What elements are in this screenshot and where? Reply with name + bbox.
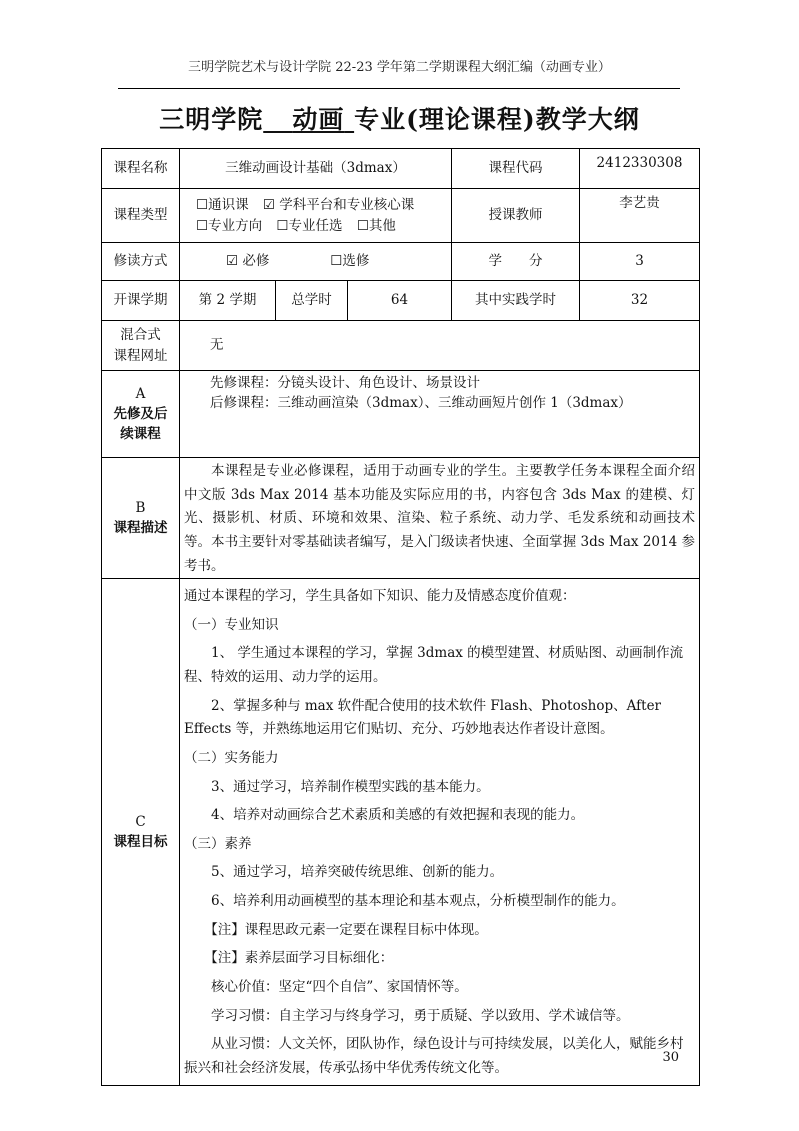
option-elective-mode[interactable]: ☐选修	[330, 253, 370, 270]
goals-intro: 通过本课程的学习，学生具备如下知识、能力及情感态度价值观：	[184, 588, 576, 605]
section-b-label: B 课程描述	[102, 458, 180, 579]
section-a-label: A 先修及后 续课程	[102, 371, 180, 458]
option-direction[interactable]: ☐专业方向	[196, 217, 263, 234]
option-general[interactable]: ☐通识课	[196, 197, 249, 214]
mixed-course-value: 无	[180, 321, 700, 371]
page-number: 30	[662, 1050, 679, 1065]
option-core[interactable]: ☑ 学科平台和专业核心课	[262, 197, 415, 214]
goal-1: 1、 学生通过本课程的学习，掌握 3dmax 的模型建置、材质贴图、动画制作流程、特效的运用、动力学的运用。	[184, 645, 684, 685]
prereq-courses: 先修课程：分镜头设计、角色设计、场景设计	[210, 375, 480, 391]
goal-6: 6、培养利用动画模型的基本理论和基本观点，分析模型制作的能力。	[211, 893, 625, 909]
section-a-letter: A	[135, 385, 146, 402]
section-b-letter: B	[135, 499, 146, 516]
title-prefix: 三明学院	[159, 105, 264, 134]
row-course-name	[102, 149, 700, 189]
practice-hours-value: 32	[580, 281, 700, 321]
course-type-options	[180, 189, 452, 243]
document-title	[0, 100, 799, 136]
row-section-b	[102, 458, 700, 579]
row-section-c	[102, 579, 700, 1086]
practice-hours-label: 其中实践学时	[452, 281, 580, 321]
row-semester	[102, 281, 700, 321]
goal-2: 2、掌握多种与 max 软件配合使用的技术软件 Flash、Photoshop、After Effects 等，并熟练地运用它们贴切、充分、巧妙地表达作者设计意图。	[184, 697, 675, 738]
title-major: 动画	[292, 105, 345, 134]
goals-section-literacy: （三）素养	[184, 835, 252, 852]
followup-courses: 后修课程：三维动画渲染（3dmax）、三维动画短片创作 1（3dmax）	[210, 395, 632, 412]
course-type-label: 课程类型	[102, 189, 180, 243]
goal-5: 5、通过学习，培养突破传统思维、创新的能力。	[211, 864, 504, 881]
total-hours-value: 64	[348, 281, 452, 321]
value-study-habit: 学习习惯：自主学习与终身学习，勇于质疑、学以致用、学术诚信等。	[211, 1007, 630, 1024]
option-other[interactable]: ☐其他	[356, 217, 396, 234]
goal-3: 3、通过学习，培养制作模型实践的基本能力。	[211, 778, 490, 795]
semester-value: 第 2 学期	[180, 281, 276, 321]
goal-4: 4、培养对动画综合艺术素质和美感的有效把握和表现的能力。	[211, 807, 585, 824]
course-code-value: 2412330308	[580, 149, 700, 189]
note-2: 【注】素养层面学习目标细化：	[204, 950, 394, 967]
course-description: 本课程是专业必修课程，适用于动画专业的学生。主要教学任务本课程全面介绍中文版 3ds Max 2014 基本功能及实际应用的书，内容包含 3ds Max 的建模、灯光、摄影机、材质、环境和效果、渲染、粒子系统、动力学、毛发系统和动画技术等。本书主要针对零基础读者编写，是入门级读者快速、全面掌握 3ds Max 2014 参考书。	[180, 458, 700, 579]
total-hours-label: 总学时	[276, 281, 348, 321]
study-mode-options	[180, 243, 452, 281]
goals-section-knowledge: （一）专业知识	[184, 616, 279, 633]
credit-value: 3	[580, 243, 700, 281]
teacher-label: 授课教师	[452, 189, 580, 243]
mixed-course-label: 混合式 课程网址	[102, 321, 180, 371]
row-mixed-course	[102, 321, 700, 371]
option-required[interactable]: ☑ 必修	[226, 253, 270, 270]
running-header: 三明学院艺术与设计学院 22-23 学年第二学期课程大纲汇编（动画专业）	[188, 60, 611, 75]
course-name-label: 课程名称	[102, 149, 180, 189]
row-study-mode	[102, 243, 700, 281]
section-c-letter: C	[135, 814, 146, 830]
row-section-a	[102, 371, 700, 458]
section-c-label: C 课程目标	[102, 579, 180, 1086]
course-code-label: 课程代码	[452, 149, 580, 189]
option-elective[interactable]: ☐专业任选	[276, 217, 343, 234]
value-work-habit: 从业习惯：人文关怀，团队协作，绿色设计与可持续发展，以美化人，赋能乡村振兴和社会经济发展，传承弘扬中华优秀传统文化等。	[184, 1036, 684, 1076]
row-course-type	[102, 189, 700, 243]
course-name-value: 三维动画设计基础（3dmax）	[180, 149, 452, 189]
goals-section-practice: （二）实务能力	[184, 749, 279, 766]
note-1: 【注】课程思政元素一定要在课程目标中体现。	[204, 921, 488, 938]
section-a-content	[180, 371, 700, 458]
title-suffix: 专业(理论课程)教学大纲	[354, 105, 640, 134]
teacher-value: 李艺贵	[580, 189, 700, 243]
semester-label: 开课学期	[102, 281, 180, 321]
header-rule	[118, 88, 680, 89]
value-core: 核心价值：坚定“四个自信”、家国情怀等。	[211, 978, 468, 995]
credit-label: 学 分	[452, 243, 580, 281]
course-goals	[180, 579, 700, 1086]
syllabus-table	[101, 148, 700, 1086]
study-mode-label: 修读方式	[102, 243, 180, 281]
